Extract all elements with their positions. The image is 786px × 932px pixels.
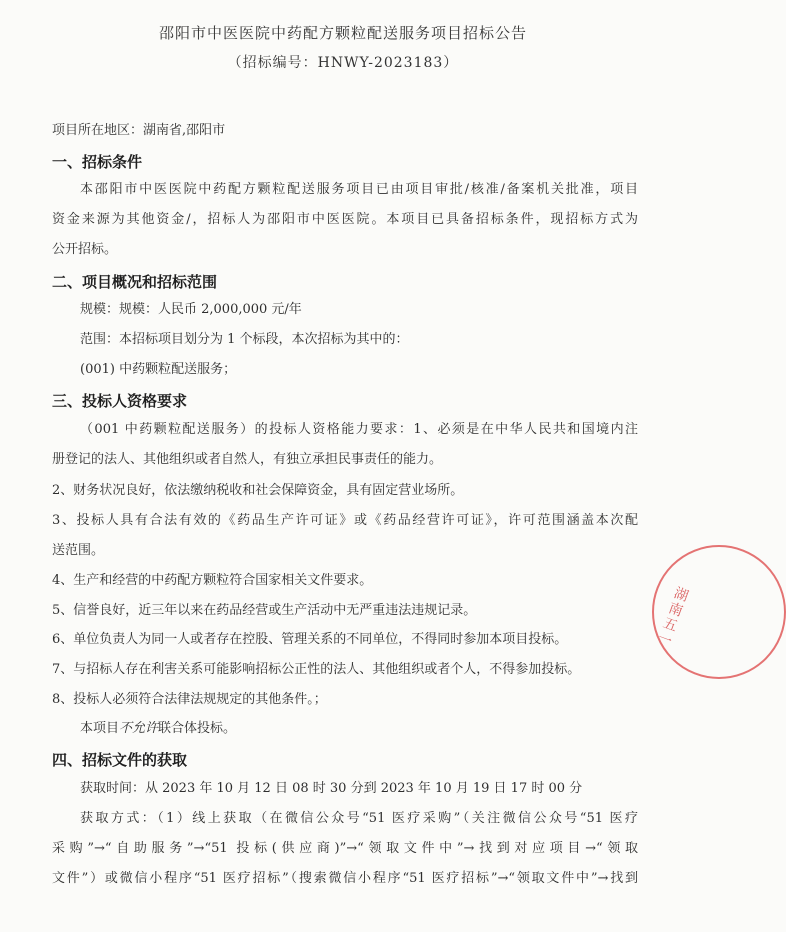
qualification-line: 2、财务状况良好，依法缴纳税收和社会保障资金，具有固定营业场所。 [52,483,464,498]
acquisition-method-line: 获取方式：（1）线上获取（在微信公众号“51 医疗采购”（关注微信公众号“51 医疗 [80,811,638,826]
consortium-not-allowed: 不允许 [119,721,159,736]
project-scale: 规模：规模：人民币 2,000,000 元/年 [80,302,302,317]
qualification-line: 8、投标人必须符合法律法规规定的其他条件。； [52,692,327,707]
project-lot: (001) 中药颗粒配送服务； [80,362,237,377]
qualification-line: 3、投标人具有合法有效的《药品生产许可证》或《药品经营许可证》，许可范围涵盖本次配 [52,513,638,528]
project-scope: 范围：本招标项目划分为 1 个标段，本次招标为其中的： [80,332,409,347]
qualification-line: （001 中药颗粒配送服务）的投标人资格能力要求：1、必须是在中华人民共和国境内注 [80,422,638,437]
acquisition-method-line: 文件”）或微信小程序“51 医疗招标”（搜索微信小程序“51 医疗招标”→“领取文件中”→找到 [52,871,638,886]
consortium-note [80,720,638,738]
qualification-line: 送范围。 [52,543,105,558]
project-location: 项目所在地区：湖南省,邵阳市 [52,123,226,138]
qualification-line: 6、单位负责人为同一人或者存在控股、管理关系的不同单位，不得同时参加本项目投标。 [52,632,568,647]
qualification-line: 4、生产和经营的中药配方颗粒符合国家相关文件要求。 [52,573,373,588]
document-title: 邵阳市中医医院中药配方颗粒配送服务项目招标公告 [158,24,527,42]
section-2-heading: 二、项目概况和招标范围 [52,273,218,291]
qualification-line: 5、信誉良好，近三年以来在药品经营或生产活动中无严重违法违规记录。 [52,603,477,618]
qualification-line: 册登记的法人、其他组织或者自然人，有独立承担民事责任的能力。 [52,452,443,467]
acquisition-method-line: 采购”→“自助服务”→“51 投标(供应商)”→“领取文件中”→找到对应项目→“领取 [52,841,638,856]
tender-code: （招标编号：HNWY-2023183） [227,55,459,71]
consortium-prefix: 本项目 [80,721,120,736]
consortium-suffix: 联合体投标。 [158,721,237,736]
section-1-line: 资金来源为其他资金/，招标人为邵阳市中医医院。本项目已具备招标条件，现招标方式为 [52,212,638,227]
qualification-line: 7、与招标人存在利害关系可能影响招标公正性的法人、其他组织或者个人，不得参加投标。 [52,662,581,677]
section-1-line: 本邵阳市中医医院中药配方颗粒配送服务项目已由项目审批/核准/备案机关批准，项目 [80,182,638,197]
section-1-line: 公开招标。 [52,242,118,257]
official-seal [652,545,786,679]
acquisition-time: 获取时间：从 2023 年 10 月 12 日 08 时 30 分到 2023 年 10 月 19 日 17 时 00 分 [80,781,583,796]
section-3-heading: 三、投标人资格要求 [52,392,188,410]
section-1-heading: 一、招标条件 [52,153,143,171]
seal-text: 湖南五一 [653,584,691,650]
section-4-heading: 四、招标文件的获取 [52,751,188,769]
